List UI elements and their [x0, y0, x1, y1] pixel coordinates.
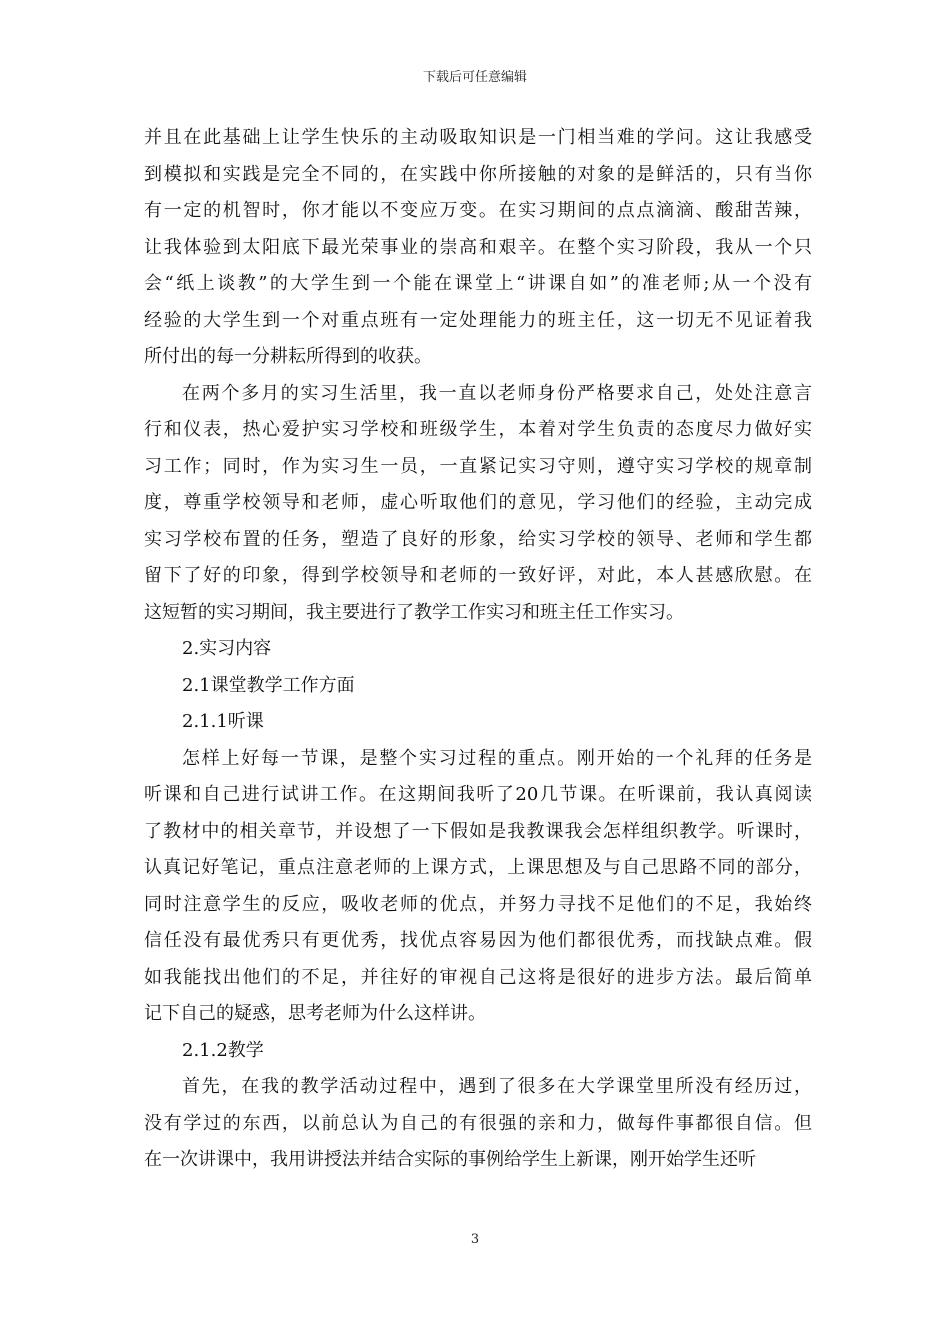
text-line: 信任没有最优秀只有更优秀，找优点容易因为他们都很优秀，而找缺点难。假: [144, 930, 812, 951]
text-line: 会“纸上谈教”的大学生到一个能在课堂上“讲课自如”的准老师;从一个没有: [144, 273, 812, 294]
text-line: 实习学校布置的任务，塑造了良好的形象，给实习学校的领导、老师和学生都: [144, 528, 812, 550]
text-line: 有一定的机智时，你才能以不变应万变。在实习期间的点点滴滴、酸甜苦辣，: [144, 200, 812, 221]
text-line: 让我体验到太阳底下最光荣事业的崇高和艰辛。在整个实习阶段，我从一个只: [144, 236, 812, 258]
text-line: 怎样上好每一节课，是整个实习过程的重点。刚开始的一个礼拜的任务是: [182, 747, 812, 769]
text-line: 如我能找出他们的不足，并往好的审视自己这将是很好的进步方法。最后简单: [144, 966, 812, 988]
text-line: 听课和自己进行试讲工作。在这期间我听了20几节课。在听课前，我认真阅读: [144, 784, 812, 805]
page-number: 3: [470, 1232, 480, 1247]
text-line: 习工作；同时，作为实习生一员，一直紧记实习守则，遵守实习学校的规章制: [144, 455, 812, 477]
text-line: 同时注意学生的反应，吸收老师的优点，并努力寻找不足他们的不足，我始终: [144, 893, 812, 915]
paragraph: [144, 376, 812, 632]
page-header: 下载后可任意编辑: [422, 70, 527, 85]
text-line: 记下自己的疑惑，思考老师为什么这样讲。: [144, 1003, 486, 1024]
text-line: 认真记好笔记，重点注意老师的上课方式，上课思想及与自己思路不同的部分，: [144, 857, 812, 878]
text-line: 了教材中的相关章节，并设想了一下假如是我教课我会怎样组织教学。听课时，: [144, 820, 812, 842]
text-line: 在两个多月的实习生活里，我一直以老师身份严格要求自己，处处注意言: [182, 382, 812, 404]
section-heading: [144, 704, 812, 741]
text-line: 2.1.2教学: [182, 1039, 264, 1061]
paragraph: [144, 120, 812, 376]
text-line: 2.1课堂教学工作方面: [182, 674, 355, 696]
section-heading: [144, 1033, 812, 1070]
text-line: 2.实习内容: [182, 638, 272, 659]
text-line: 首先，在我的教学活动过程中，遇到了很多在大学课堂里所没有经历过，: [182, 1076, 812, 1097]
text-line: 所付出的每一分耕耘所得到的收获。: [144, 346, 432, 367]
text-line: 到模拟和实践是完全不同的，在实践中你所接触的对象的是鲜活的，只有当你: [144, 163, 812, 185]
text-line: 并且在此基础上让学生快乐的主动吸取知识是一门相当难的学问。这让我感受: [144, 127, 812, 148]
section-heading: [144, 668, 812, 705]
text-line: 这短暂的实习期间，我主要进行了教学工作实习和班主任工作实习。: [144, 601, 684, 623]
text-line: 在一次讲课中，我用讲授法并结合实际的事例给学生上新课，刚开始学生还听: [144, 1149, 756, 1170]
text-line: 没有学过的东西，以前总认为自己的有很强的亲和力，做每件事都很自信。但: [144, 1112, 812, 1134]
paragraph: [144, 741, 812, 1033]
text-line: 2.1.1听课: [182, 711, 264, 732]
section-heading: [144, 631, 812, 668]
text-line: 留下了好的印象，得到学校领导和老师的一致好评，对此，本人甚感欣慰。在: [144, 565, 812, 586]
text-line: 度，尊重学校领导和老师，虚心听取他们的意见，学习他们的经验，主动完成: [144, 492, 812, 513]
text-line: 经验的大学生到一个对重点班有一定处理能力的班主任，这一切无不见证着我: [144, 309, 812, 331]
paragraph: [144, 1069, 812, 1179]
text-line: 行和仪表，热心爱护实习学校和班级学生，本着对学生负责的态度尽力做好实: [144, 419, 812, 440]
document-body: [144, 120, 812, 1179]
